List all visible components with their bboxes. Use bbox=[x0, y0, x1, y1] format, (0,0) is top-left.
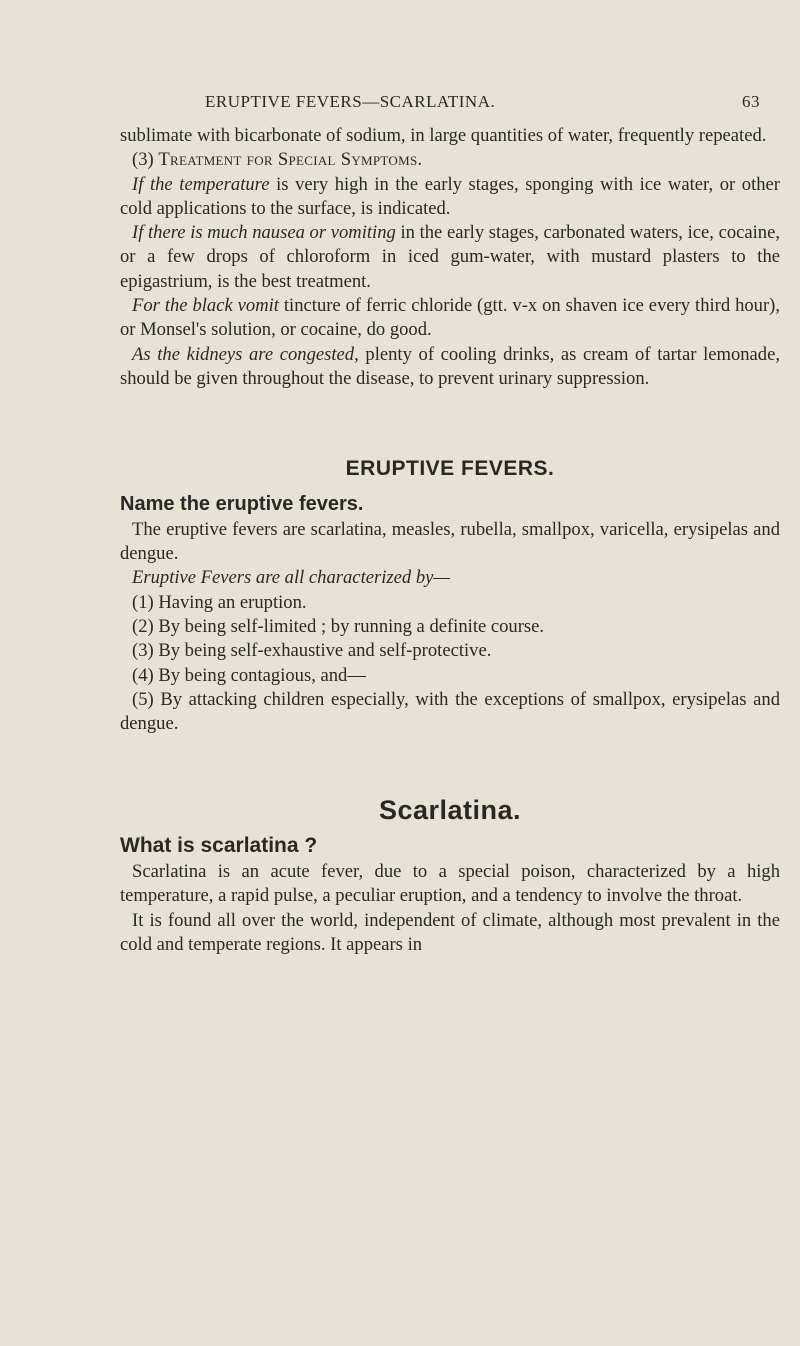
scarlatina-distribution: It is found all over the world, independent of climate, although most prevalent in the cold and temperate regions. It appears in bbox=[120, 909, 780, 956]
page-number: 63 bbox=[742, 92, 760, 111]
special-symptoms-title: Treatment for Special Symptoms. bbox=[158, 149, 423, 171]
list-item: (2) By being self-limited ; by running a definite course. bbox=[132, 616, 545, 638]
eruptive-fevers-answer: The eruptive fevers are scarlatina, measles, rubella, smallpox, varicella, erysipelas and dengue. bbox=[120, 518, 780, 565]
special-symptoms-number: (3) bbox=[132, 149, 159, 171]
list-item: (1) Having an eruption. bbox=[132, 591, 307, 613]
black-vomit-text: tincture of ferric chloride (gtt. v-x on shaven ice every third hour), or Monsel's solution, or cocaine, do good. bbox=[120, 295, 780, 341]
list-item: (3) By being self-exhaustive and self-protective. bbox=[132, 640, 492, 662]
page-body bbox=[120, 124, 780, 957]
paragraph-continuation: sublimate with bicarbonate of sodium, in large quantities of water, frequently repeated. bbox=[120, 125, 767, 146]
scarlatina-heading: Scarlatina. bbox=[378, 794, 522, 825]
black-vomit-italic: For the black vomit bbox=[132, 295, 279, 317]
list-item: (5) By attacking children especially, with the exceptions of smallpox, erysipelas and dengue. bbox=[120, 688, 780, 735]
temperature-italic: If the temperature bbox=[132, 173, 270, 195]
eruptive-fevers-question: Name the eruptive fevers. bbox=[120, 492, 364, 515]
running-head-title: ERUPTIVE FEVERS—SCARLATINA. bbox=[205, 92, 496, 111]
special-symptoms-heading bbox=[120, 148, 780, 172]
kidneys-text: plenty of cooling drinks, as cream of tartar lemonade, should be given throughout the disease, to prevent urinary suppression. bbox=[120, 343, 780, 389]
nausea-text: in the early stages, carbonated waters, ice, cocaine, or a few drops of chloroform in iced gum-water, with mustard plasters to the epigastrium, is the best treatment. bbox=[120, 222, 781, 292]
paragraph-temperature bbox=[120, 173, 780, 222]
list-item: (4) By being contagious, and— bbox=[132, 664, 366, 686]
paragraph-kidneys bbox=[120, 343, 780, 392]
paragraph-nausea bbox=[120, 221, 780, 294]
running-head bbox=[0, 92, 800, 116]
kidneys-italic: As the kidneys are congested, bbox=[132, 343, 359, 365]
nausea-italic: If there is much nausea or vomiting bbox=[132, 222, 396, 244]
temperature-text: is very high in the early stages, sponging with ice water, or other cold applications to the surface, is indicated. bbox=[120, 173, 780, 219]
eruptive-fevers-heading: ERUPTIVE FEVERS. bbox=[345, 457, 555, 481]
eruptive-fevers-characterized bbox=[120, 566, 780, 590]
scarlatina-definition: Scarlatina is an acute fever, due to a special poison, characterized by a high temperature, a rapid pulse, a peculiar eruption, and a tendency to involve the throat. bbox=[120, 861, 780, 907]
paragraph-black-vomit bbox=[120, 294, 780, 343]
scarlatina-question: What is scarlatina ? bbox=[120, 833, 318, 857]
characterized-italic: Eruptive Fevers are all characterized by— bbox=[132, 567, 450, 589]
characteristics-list bbox=[120, 591, 780, 737]
